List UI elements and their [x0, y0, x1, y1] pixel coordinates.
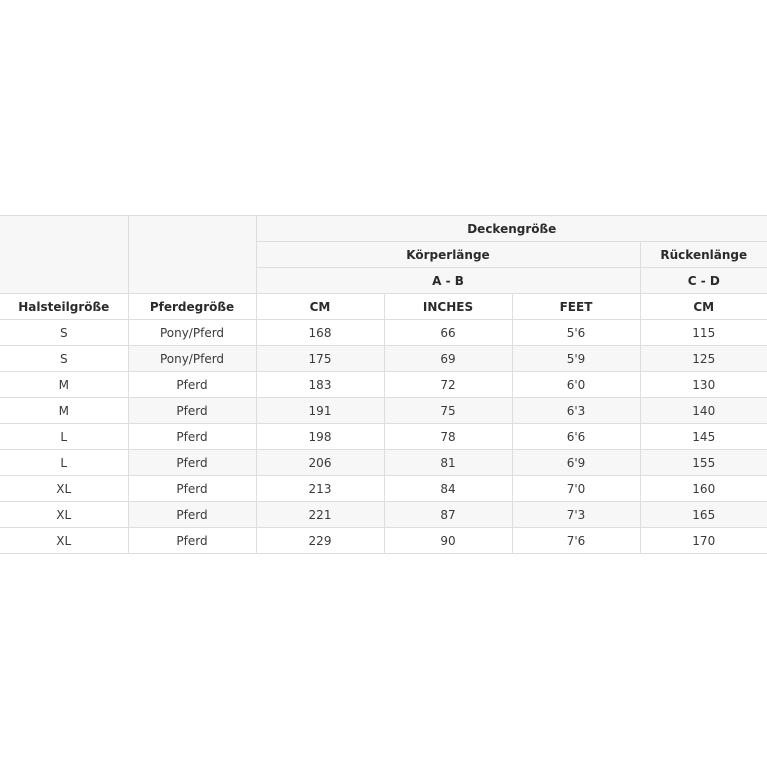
cm-back-cell: 125 — [640, 346, 767, 372]
feet-cell: 5'6 — [512, 320, 640, 346]
table-row — [0, 320, 767, 346]
sub-header-rueckenlaenge: Rückenlänge — [640, 242, 767, 268]
sub-header-koerperlaenge: Körperlänge — [256, 242, 640, 268]
cm-back-cell: 160 — [640, 476, 767, 502]
feet-cell: 7'0 — [512, 476, 640, 502]
inches-cell: 66 — [384, 320, 512, 346]
halsteil-size-cell: M — [0, 372, 128, 398]
horse-size-cell: Pferd — [128, 502, 256, 528]
column-header-halsteilgroesse: Halsteilgröße — [0, 294, 128, 320]
table-row — [0, 424, 767, 450]
horse-size-cell: Pferd — [128, 372, 256, 398]
feet-cell: 5'9 — [512, 346, 640, 372]
halsteil-size-cell: XL — [0, 528, 128, 554]
inches-cell: 69 — [384, 346, 512, 372]
halsteil-size-cell: XL — [0, 476, 128, 502]
horse-size-cell: Pferd — [128, 424, 256, 450]
horse-size-cell: Pony/Pferd — [128, 320, 256, 346]
inches-cell: 78 — [384, 424, 512, 450]
inches-cell: 90 — [384, 528, 512, 554]
table-row — [0, 502, 767, 528]
feet-cell: 6'6 — [512, 424, 640, 450]
cm-back-cell: 155 — [640, 450, 767, 476]
table-row — [0, 398, 767, 424]
inches-cell: 84 — [384, 476, 512, 502]
cm-back-cell: 130 — [640, 372, 767, 398]
halsteil-size-cell: L — [0, 424, 128, 450]
group-header-deckengroesse: Deckengröße — [256, 216, 767, 242]
cm-back-cell: 170 — [640, 528, 767, 554]
horse-size-cell: Pony/Pferd — [128, 346, 256, 372]
table-row — [0, 528, 767, 554]
feet-cell: 6'9 — [512, 450, 640, 476]
cm-body-cell: 206 — [256, 450, 384, 476]
inches-cell: 75 — [384, 398, 512, 424]
feet-cell: 6'0 — [512, 372, 640, 398]
sub-header-code-ab: A - B — [256, 268, 640, 294]
horse-size-cell: Pferd — [128, 476, 256, 502]
halsteil-size-cell: S — [0, 346, 128, 372]
cm-back-cell: 165 — [640, 502, 767, 528]
inches-cell: 87 — [384, 502, 512, 528]
empty-header-cell-2 — [128, 216, 256, 294]
cm-body-cell: 229 — [256, 528, 384, 554]
feet-cell: 6'3 — [512, 398, 640, 424]
column-header-cm-back: CM — [640, 294, 767, 320]
empty-header-cell-1 — [0, 216, 128, 294]
table-row — [0, 346, 767, 372]
column-header-pferdegroesse: Pferdegröße — [128, 294, 256, 320]
cm-back-cell: 115 — [640, 320, 767, 346]
cm-body-cell: 213 — [256, 476, 384, 502]
size-chart-table — [0, 215, 767, 554]
halsteil-size-cell: M — [0, 398, 128, 424]
cm-body-cell: 183 — [256, 372, 384, 398]
horse-size-cell: Pferd — [128, 528, 256, 554]
inches-cell: 81 — [384, 450, 512, 476]
table-row — [0, 450, 767, 476]
cm-body-cell: 198 — [256, 424, 384, 450]
cm-body-cell: 168 — [256, 320, 384, 346]
halsteil-size-cell: L — [0, 450, 128, 476]
inches-cell: 72 — [384, 372, 512, 398]
table-row — [0, 476, 767, 502]
horse-size-cell: Pferd — [128, 450, 256, 476]
table-row — [0, 372, 767, 398]
cm-body-cell: 175 — [256, 346, 384, 372]
column-header-inches: INCHES — [384, 294, 512, 320]
table-body — [0, 320, 767, 554]
sub-header-code-cd: C - D — [640, 268, 767, 294]
halsteil-size-cell: XL — [0, 502, 128, 528]
cm-body-cell: 191 — [256, 398, 384, 424]
horse-size-cell: Pferd — [128, 398, 256, 424]
cm-back-cell: 140 — [640, 398, 767, 424]
feet-cell: 7'6 — [512, 528, 640, 554]
cm-body-cell: 221 — [256, 502, 384, 528]
column-header-cm-body: CM — [256, 294, 384, 320]
column-header-feet: FEET — [512, 294, 640, 320]
feet-cell: 7'3 — [512, 502, 640, 528]
cm-back-cell: 145 — [640, 424, 767, 450]
halsteil-size-cell: S — [0, 320, 128, 346]
